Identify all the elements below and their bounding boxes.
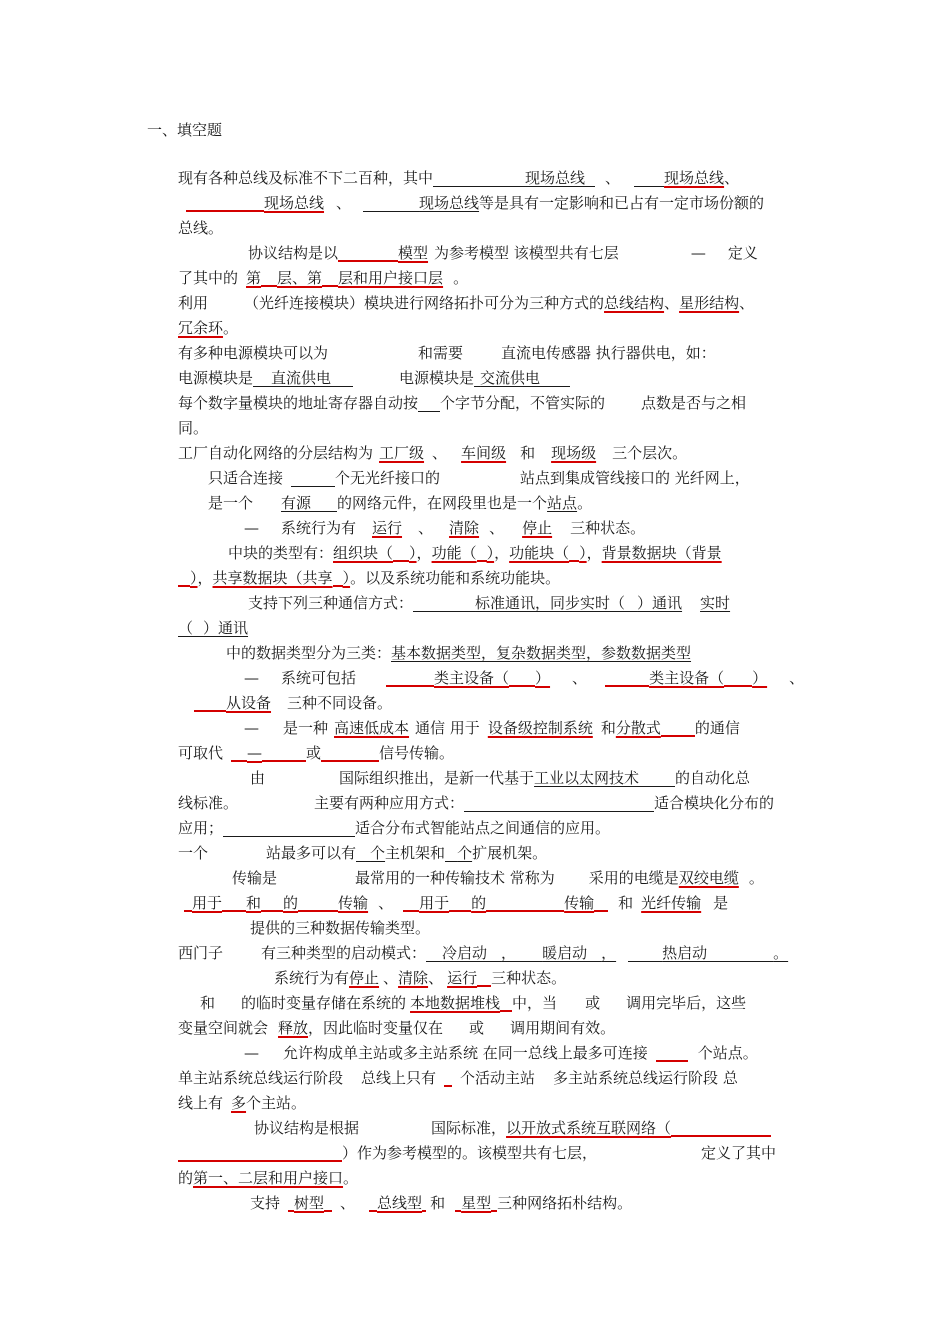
- question-text: 三个层次。: [612, 444, 688, 462]
- answer-blank: [321, 744, 379, 762]
- question-text: 电源模块是: [399, 369, 475, 387]
- question-text: 主机架和: [385, 844, 446, 862]
- question-text: 和需要: [418, 344, 464, 362]
- question-text: 个主站。: [246, 1094, 307, 1112]
- answer-text: 光纤传输: [641, 894, 702, 912]
- question-text: 传输是: [232, 869, 278, 887]
- question-text: 、: [739, 294, 755, 312]
- question-line: [178, 1094, 306, 1112]
- question-text: 一个: [178, 844, 209, 862]
- answer-text: 个: [370, 844, 386, 862]
- answer-blank: [426, 944, 442, 962]
- answer-blank: [422, 1194, 426, 1212]
- question-text: 、: [572, 669, 588, 687]
- answer-blank: [193, 619, 203, 637]
- question-text: 中块的类型有：: [228, 544, 334, 562]
- question-text: （光纤连接模块）模块进行网络拓扑可分为三种方式的: [244, 294, 605, 312]
- question-text: 。: [223, 319, 239, 337]
- answer-text: 用于: [192, 894, 223, 912]
- question-line: [178, 1169, 358, 1187]
- question-text: 。以及系统功能和系统功能块。: [350, 569, 561, 587]
- answer-blank: [444, 1069, 452, 1087]
- question-text: 、: [340, 1194, 356, 1212]
- answer-blank: [194, 694, 226, 712]
- question-text: 个活动主站: [460, 1069, 536, 1087]
- question-text: 。: [577, 494, 593, 512]
- question-text: 系统行为有: [281, 519, 357, 537]
- question-line: [184, 894, 728, 912]
- answer-blank: [324, 1194, 332, 1212]
- question-line: [178, 794, 774, 812]
- question-text: ，: [197, 569, 213, 587]
- question-line: [178, 744, 454, 762]
- question-text: 。: [748, 869, 764, 887]
- answer-text: 用于: [419, 894, 450, 912]
- question-line: [178, 844, 547, 862]
- question-text: 国际标准，: [431, 1119, 507, 1137]
- question-line: [250, 919, 430, 937]
- answer-blank: [628, 944, 662, 962]
- question-line: [200, 994, 746, 1012]
- question-line: [250, 1194, 632, 1212]
- question-text: 为参考模型 该模型共有七层: [434, 244, 619, 262]
- answer-text: 工厂级: [379, 444, 425, 462]
- question-text: ，因此临时变量仅在: [308, 1019, 444, 1037]
- question-text: 工厂自动化网络的分层结构为: [178, 444, 374, 462]
- question-text: 。: [343, 1169, 359, 1187]
- question-text: 支持下列三种通信方式：: [248, 594, 414, 612]
- question-text: 多主站系统总线运行阶段 总: [553, 1069, 738, 1087]
- question-text: 利用: [178, 294, 209, 312]
- question-line: [232, 869, 764, 887]
- answer-text: ）通讯: [637, 594, 683, 612]
- answer-text: 暖启动: [542, 944, 588, 962]
- answer-blank: [486, 894, 564, 912]
- answer-blank: [413, 594, 475, 612]
- answer-text: 停止: [522, 519, 553, 537]
- answer-text: 功能（: [431, 544, 477, 562]
- question-text: 适合模块化分布的: [654, 794, 775, 812]
- answer-text: 模型: [398, 244, 429, 262]
- question-text: 主要有两种应用方式：: [314, 794, 465, 812]
- question-text: 的临时变量存储在系统的: [241, 994, 407, 1012]
- answer-text: 高速低成本: [334, 719, 410, 737]
- answer-blank: [656, 1044, 688, 1062]
- question-line: [244, 1044, 758, 1062]
- question-text: ，: [586, 544, 602, 562]
- question-text: 中的数据类型分为三类：: [226, 644, 392, 662]
- question-text: 直流电传感器 执行器供电，如：: [501, 344, 716, 362]
- answer-text: 共享数据块（共享: [212, 569, 333, 587]
- question-text: 、: [605, 169, 621, 187]
- answer-blank: [707, 944, 773, 962]
- question-line: [226, 644, 691, 662]
- answer-text: 直流供电: [271, 369, 332, 387]
- answer-text: 星型: [461, 1194, 492, 1212]
- answer-text: ）: [535, 669, 551, 687]
- question-text: 每个数字量模块的地址寄存器自动按: [178, 394, 419, 412]
- answer-blank: [393, 544, 409, 562]
- answer-blank: [540, 369, 570, 387]
- answer-text: 以开放式系统互联网络（: [506, 1119, 672, 1137]
- question-text: 点数是否与之相: [641, 394, 747, 412]
- question-text: 、: [428, 969, 444, 987]
- answer-blank: [449, 894, 471, 912]
- question-text: 采用的电缆是: [588, 869, 679, 887]
- answer-text: 基本数据类型，复杂数据类型，参数数据类型: [391, 644, 692, 662]
- question-text: 和: [430, 1194, 446, 1212]
- question-text: —: [244, 669, 259, 687]
- answer-text: 个: [457, 844, 473, 862]
- answer-blank: [222, 894, 246, 912]
- question-text: 、: [336, 194, 352, 212]
- question-line: [178, 219, 223, 237]
- answer-blank: [671, 1119, 771, 1137]
- answer-text: 双绞电缆: [678, 869, 739, 887]
- answer-blank: [634, 169, 664, 187]
- question-text: ，: [494, 544, 510, 562]
- question-text: 定义了其中: [701, 1144, 777, 1162]
- answer-text: （: [178, 619, 194, 637]
- answer-blank: [178, 1144, 342, 1162]
- answer-blank: [369, 1194, 377, 1212]
- answer-text: 传输: [338, 894, 369, 912]
- answer-blank: [594, 894, 608, 912]
- question-text: 或: [469, 1019, 485, 1037]
- question-text: 最常用的一种传输技术 常称为: [355, 869, 555, 887]
- question-text: 线标准。: [178, 794, 239, 812]
- answer-blank: [386, 669, 434, 687]
- answer-blank: [445, 844, 457, 862]
- question-text: 和: [520, 444, 536, 462]
- answer-blank: [333, 569, 343, 587]
- answer-text: 释放: [278, 1019, 309, 1037]
- answer-text: 的: [471, 894, 487, 912]
- question-text: 变量空间就会: [178, 1019, 269, 1037]
- answer-text: 。: [773, 944, 789, 962]
- question-text: —: [690, 244, 706, 262]
- answer-text: 多: [231, 1094, 247, 1112]
- answer-text: ）通讯: [203, 619, 249, 637]
- question-text: 个站点。: [697, 1044, 758, 1062]
- answer-text: 现场总线: [419, 194, 480, 212]
- answer-text: 设备级控制系统: [487, 719, 593, 737]
- question-text: 、: [724, 169, 740, 187]
- answer-text: —: [247, 744, 263, 762]
- question-line: [178, 394, 746, 412]
- answer-text: 分散式: [615, 719, 661, 737]
- answer-blank: [433, 169, 525, 187]
- answer-text: 车间级: [461, 444, 507, 462]
- question-line: [208, 494, 592, 512]
- answer-text: 有源: [281, 494, 312, 512]
- answer-text: 热启动: [662, 944, 708, 962]
- question-text: ）作为参考模型的。该模型共有七层，: [342, 1144, 598, 1162]
- answer-blank: [477, 969, 491, 987]
- question-text: 单主站系统总线运行阶段: [178, 1069, 344, 1087]
- question-text: 、: [378, 894, 394, 912]
- answer-blank: [291, 469, 335, 487]
- question-line: [178, 619, 248, 637]
- answer-text: 功能块（: [509, 544, 570, 562]
- question-text: 三种网络拓朴结构。: [497, 1194, 633, 1212]
- question-line: [178, 819, 610, 837]
- question-text: 是: [713, 894, 729, 912]
- question-text: 有多种电源模块可以为: [178, 344, 329, 362]
- answer-blank: [322, 269, 338, 287]
- question-line: [208, 469, 750, 487]
- answer-blank: [724, 669, 752, 687]
- answer-text: 组织块（: [333, 544, 394, 562]
- answer-blank: [487, 944, 501, 962]
- answer-blank: [363, 194, 419, 212]
- question-text: 信号传输。: [379, 744, 455, 762]
- answer-blank: [223, 819, 355, 837]
- question-line: [178, 1069, 738, 1087]
- answer-text: 现场级: [551, 444, 597, 462]
- question-text: 个字节分配，不管实际的: [440, 394, 606, 412]
- question-text: 系统可包括: [281, 669, 357, 687]
- answer-text: 工业以太网技术: [534, 769, 640, 787]
- question-text: 协议结构是以: [248, 244, 339, 262]
- answer-text: 冷启动: [442, 944, 488, 962]
- question-text: 是一种: [283, 719, 329, 737]
- section-heading: 一、填空题: [147, 121, 223, 139]
- question-line: [178, 569, 560, 587]
- answer-blank: [569, 544, 579, 562]
- question-text: 中，当: [512, 994, 558, 1012]
- question-text: 的网络元件，在网段里也是一个: [337, 494, 548, 512]
- answer-text: 传输: [564, 894, 595, 912]
- question-text: —: [244, 1044, 259, 1062]
- answer-blank: [261, 894, 283, 912]
- question-text: 西门子: [178, 944, 224, 962]
- question-text: 现有各种总线及标准不下二百种，其中: [178, 169, 434, 187]
- answer-text: 和: [246, 894, 262, 912]
- question-text: 提供的三种数据传输类型。: [250, 919, 431, 937]
- question-text: 或: [585, 994, 601, 1012]
- question-text: 总线。: [178, 219, 224, 237]
- answer-text: ）: [579, 544, 587, 562]
- answer-text: ，: [501, 944, 517, 962]
- question-text: 等是具有一定影响和已占有一定市场份额的: [479, 194, 765, 212]
- answer-text: 层和用户接口层: [338, 269, 444, 287]
- question-text: 应用；: [178, 819, 224, 837]
- answer-blank: [639, 769, 675, 787]
- question-text: 是一个: [208, 494, 254, 512]
- question-text: 站点到集成管线接口的 光纤网上，: [520, 469, 750, 487]
- question-line: [250, 769, 750, 787]
- question-text: 和: [200, 994, 216, 1012]
- question-text: 可取代: [178, 744, 224, 762]
- question-text: 、: [432, 444, 448, 462]
- answer-text: 清除: [398, 969, 429, 987]
- answer-text: 层、第: [277, 269, 323, 287]
- answer-text: 第: [246, 269, 262, 287]
- answer-text: 现场总线: [664, 169, 725, 187]
- answer-text: 背景数据块（背景: [601, 544, 722, 562]
- answer-text: ）: [752, 669, 768, 687]
- answer-text: 现场总线: [264, 194, 325, 212]
- question-text: 了其中的: [178, 269, 239, 287]
- question-line: [178, 169, 739, 187]
- answer-text: ）: [409, 544, 417, 562]
- question-text: 、: [383, 969, 399, 987]
- answer-blank: [298, 894, 338, 912]
- answer-text: 总线型: [377, 1194, 423, 1212]
- answer-text: 交流供电: [480, 369, 541, 387]
- question-text: 电源模块是: [178, 369, 254, 387]
- question-line: [274, 969, 566, 987]
- answer-blank: [311, 494, 337, 512]
- question-text: 站最多可以有: [266, 844, 357, 862]
- question-text: 调用完毕后，这些: [626, 994, 747, 1012]
- question-text: 三种不同设备。: [287, 694, 393, 712]
- answer-blank: [253, 369, 271, 387]
- answer-text: 实时: [700, 594, 731, 612]
- answer-blank: [605, 669, 649, 687]
- answer-text: 类主设备（: [434, 669, 510, 687]
- answer-text: ，: [601, 944, 617, 962]
- question-line: [186, 194, 764, 212]
- answer-text: 标准通讯，同步实时（: [475, 594, 626, 612]
- answer-blank: [585, 169, 595, 187]
- question-text: 、: [789, 669, 805, 687]
- question-text: 国际组织推出，是新一代基于: [339, 769, 535, 787]
- answer-text: 从设备: [226, 694, 272, 712]
- answer-text: 运行: [447, 969, 478, 987]
- answer-text: 星形结构: [679, 294, 740, 312]
- answer-text: 现场总线: [525, 169, 586, 187]
- answer-text: 清除: [449, 519, 480, 537]
- question-text: 同。: [178, 419, 209, 437]
- question-text: 的自动化总: [675, 769, 751, 787]
- question-text: 线上有: [178, 1094, 224, 1112]
- answer-blank: [477, 544, 487, 562]
- answer-text: ）: [342, 569, 351, 587]
- question-text: 的: [178, 1169, 194, 1187]
- question-text: 个无光纤接口的: [335, 469, 441, 487]
- question-line: [244, 669, 804, 687]
- answer-blank: [587, 944, 601, 962]
- answer-text: 第一、二层和用户接口: [193, 1169, 344, 1187]
- question-text: 三种状态。: [570, 519, 646, 537]
- question-text: 通信 用于: [415, 719, 480, 737]
- question-text: 扩展机架。: [472, 844, 548, 862]
- question-text: 适合分布式智能站点之间通信的应用。: [355, 819, 611, 837]
- answer-blank: [356, 844, 370, 862]
- answer-blank: [625, 594, 637, 612]
- question-text: 或: [306, 744, 322, 762]
- answer-text: ）: [486, 544, 495, 562]
- question-text: 总线上只有: [361, 1069, 437, 1087]
- question-line: [178, 269, 468, 287]
- question-text: 和: [600, 719, 616, 737]
- answer-blank: [262, 744, 306, 762]
- question-text: 有三种类型的启动模式：: [261, 944, 427, 962]
- answer-blank: [516, 944, 542, 962]
- question-text: 支持: [250, 1194, 281, 1212]
- question-line: [254, 1119, 771, 1137]
- question-text: 由: [250, 769, 266, 787]
- question-text: 、: [418, 519, 434, 537]
- question-text: 和: [618, 894, 634, 912]
- answer-blank: [178, 569, 190, 587]
- answer-text: 本地数据堆栈: [410, 994, 501, 1012]
- question-text: 定义: [727, 244, 758, 262]
- question-line: [244, 719, 740, 737]
- question-line: [248, 244, 758, 262]
- answer-text: 总线结构: [604, 294, 665, 312]
- question-line: [178, 369, 570, 387]
- question-line: [178, 944, 788, 962]
- question-line: [178, 1019, 615, 1037]
- question-line: [194, 694, 392, 712]
- question-line: [178, 419, 208, 437]
- answer-blank: [464, 794, 654, 812]
- answer-blank: [509, 669, 535, 687]
- question-text: ，: [416, 544, 432, 562]
- answer-blank: [331, 369, 353, 387]
- question-text: 系统行为有: [274, 969, 350, 987]
- answer-blank: [184, 894, 192, 912]
- question-text: 、: [489, 519, 505, 537]
- question-text: 、: [664, 294, 680, 312]
- question-text: 。: [453, 269, 469, 287]
- answer-blank: [338, 244, 398, 262]
- answer-blank: [261, 269, 277, 287]
- question-line: [178, 319, 238, 337]
- question-line: [178, 294, 754, 312]
- question-line: [178, 1144, 776, 1162]
- answer-text: 站点: [547, 494, 578, 512]
- question-text: 调用期间有效。: [510, 1019, 616, 1037]
- answer-blank: [418, 394, 440, 412]
- answer-blank: [661, 719, 695, 737]
- question-text: 允许构成单主站或多主站系统 在同一总线上最多可连接: [283, 1044, 648, 1062]
- question-line: [178, 444, 687, 462]
- question-line: [178, 344, 716, 362]
- question-text: 的通信: [694, 719, 740, 737]
- answer-text: ）: [190, 569, 198, 587]
- answer-blank: [500, 994, 512, 1012]
- answer-text: 树型: [294, 1194, 325, 1212]
- answer-blank: [186, 194, 264, 212]
- answer-blank: [231, 744, 247, 762]
- answer-text: 停止: [349, 969, 380, 987]
- question-text: 只适合连接: [208, 469, 284, 487]
- answer-text: 运行: [372, 519, 403, 537]
- answer-blank: [403, 894, 419, 912]
- question-text: —: [244, 719, 259, 737]
- question-line: [228, 544, 722, 562]
- answer-text: 的: [283, 894, 299, 912]
- answer-text: 类主设备（: [649, 669, 725, 687]
- question-line: [248, 594, 730, 612]
- question-text: —: [244, 519, 259, 537]
- question-line: [244, 519, 645, 537]
- question-text: 三种状态。: [491, 969, 567, 987]
- question-text: 协议结构是根据: [254, 1119, 360, 1137]
- answer-text: 冗余环: [178, 319, 224, 337]
